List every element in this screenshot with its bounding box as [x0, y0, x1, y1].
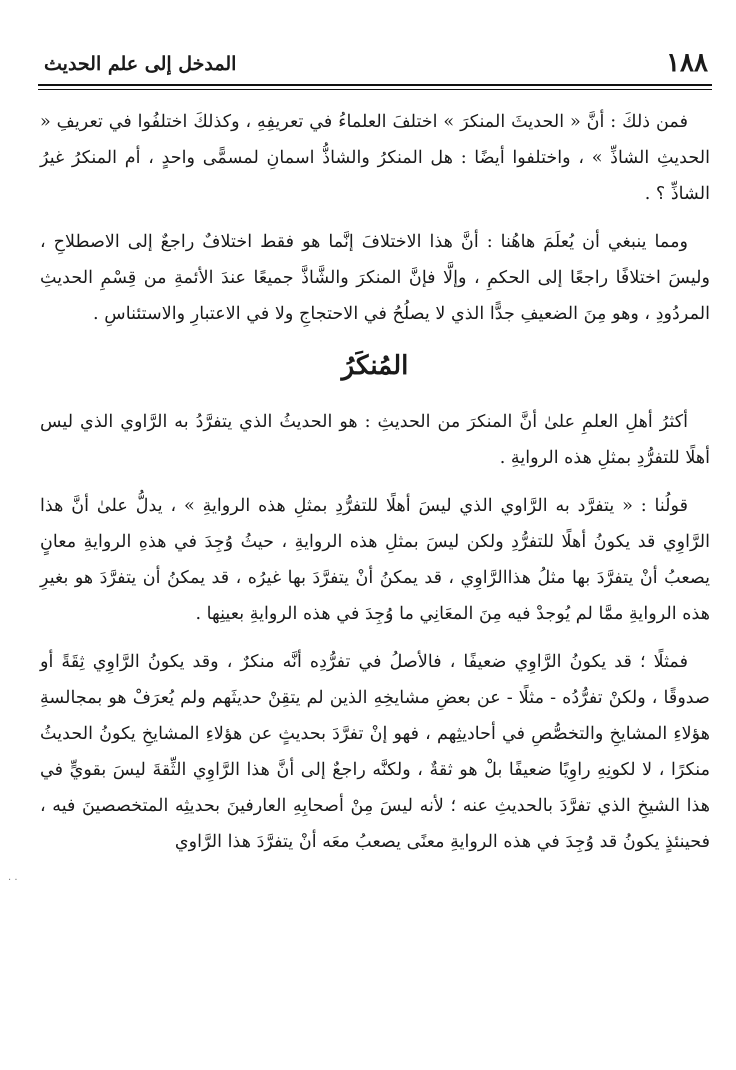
page-body	[38, 104, 712, 860]
paragraph: قولُنا : « يتفرَّد به الرَّاوي الذي ليسَ أهلًا للتفرُّدِ بمثلِ هذه الروايةِ » ، يدلُّ علىٰ أنَّ هذا الرَّاوِي قد يكونُ أهلًا للتفرُّدِ ولكن ليسَ بمثلِ هذه الروايةِ ، حيثُ وُجِدَ في هذهِ الروايةِ معانٍ يصعبُ أنْ يتفرَّدَ بها مثلُ هذاالرَّاوِي ، قد يمكنُ أنْ يتفرَّدَ بها غيرُه ، قد يمكنُ أن يتفرَّدَ هو بغيرِ هذه الروايةِ ممَّا لم يُوجدْ فيه مِنَ المعَانِي ما وُجِدَ في هذه الروايةِ بعينِها .	[40, 496, 710, 624]
book-page	[38, 40, 712, 860]
page-header	[38, 40, 712, 76]
running-title: المدخل إلى علم الحديث	[44, 53, 237, 75]
paragraph: فمثلًا ؛ قد يكونُ الرَّاوِي ضعيفًا ، فالأصلُ في تفرُّدِه أنَّه منكرٌ ، وقد يكونُ الرَّاوِي ثِقَةً أو صدوقًا ، ولكنْ تفرُّدُه - مثلًا - عن بعضِ مشايخِهِ الذين لم يتقِنْ حديثَهم ولم يُعرَفْ هو بمجالسةِ هؤلاءِ المشايخِ والتخصُّصِ في أحاديثِهم ، فهو إنْ تفرَّدَ بحديثٍ عن هؤلاءِ المشايخِ يكونُ الحديثُ منكرًا ، لا لكونِهِ راوِيًا ضعيفًا بلْ هو ثقةٌ ، ولكنَّه راجعٌ إلى أنَّ هذا الرَّاوِي الثِّقةَ ليسَ بقويٍّ في هذا الشيخِ الذي تفرَّدَ بالحديثِ عنه ؛ لأنه ليسَ مِنْ أصحابِهِ العارفينَ بحديثِه المتخصصينَ فيه ، فحينئذٍ يكونُ قد وُجِدَ في هذه الروايةِ معنًى يصعبُ معَه أنْ يتفرَّدَ هذا الرَّاوي	[40, 652, 710, 852]
section-heading: المُنكَرُ	[341, 351, 409, 381]
paragraph: ومما ينبغي أن يُعلَمَ هاهُنا : أنَّ هذا الاختلافَ إنَّما هو فقط اختلافٌ راجعٌ إلى الاصطلاحِ ، وليسَ اختلافًا راجعًا إلى الحكمِ ، وإلَّا فإنَّ المنكرَ والشَّاذَّ جميعًا عندَ الأئمةِ من قِسْمِ الحديثِ المردُودِ ، وهو مِنَ الضعيفِ جدًّا الذي لا يصلُحُ في الاحتجاجِ ولا في الاعتبارِ والاستئناسِ .	[40, 232, 710, 324]
header-rule	[38, 84, 712, 90]
page-number: ١٨٨	[666, 48, 708, 78]
paragraph: أكثرُ أهلِ العلمِ علىٰ أنَّ المنكرَ من الحديثِ : هو الحديثُ الذي يتفرَّدُ به الرَّاوي الذي ليس أهلًا للتفرُّدِ بمثلِ هذه الروايةِ .	[40, 412, 710, 468]
paragraph: فمن ذلكَ : أنَّ « الحديثَ المنكرَ » اختلفَ العلماءُ في تعريفِهِ ، وكذلكَ اختلفُوا في تعريفِ « الحديثِ الشاذِّ » ، واختلفوا أيضًا : هل المنكرُ والشاذُّ اسمانِ لمسمًّى واحدٍ ، أم المنكرُ غيرُ الشاذِّ ؟ .	[40, 112, 710, 204]
margin-marks: . .	[8, 872, 18, 883]
